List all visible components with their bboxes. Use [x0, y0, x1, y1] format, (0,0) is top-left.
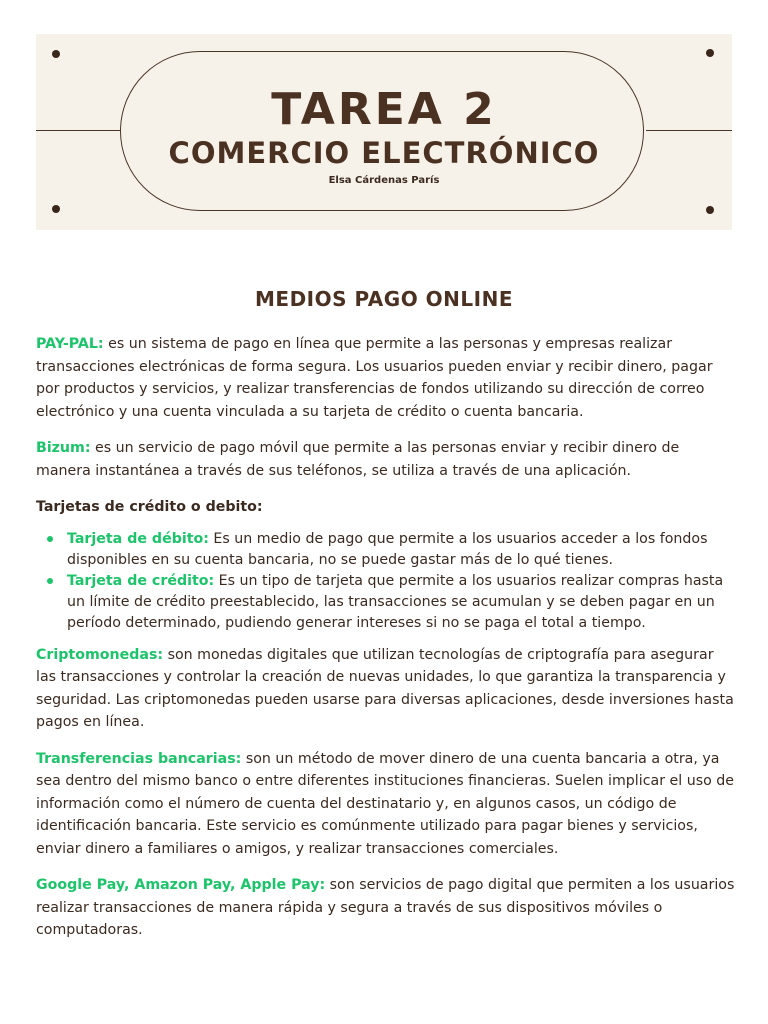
- document-body: [36, 333, 736, 956]
- text-paypal: es un sistema de pago en línea que permite a las personas y empresas realizar transacciones electrónicas de forma segura. Los usuarios pueden enviar y recibir dinero, pagar por productos y servicios, y realizar transferencias de fondos utilizando su dirección de correo electrónico y una cuenta vinculada a su tarjeta de crédito o cuenta bancaria.: [36, 336, 713, 420]
- term-transfers: Transferencias bancarias:: [36, 750, 242, 767]
- cards-heading: Tarjetas de crédito o debito:: [36, 499, 263, 515]
- paragraph-crypto: [36, 644, 736, 734]
- list-item-debit: [36, 529, 736, 571]
- term-wallets: Google Pay, Amazon Pay, Apple Pay:: [36, 877, 326, 893]
- term-crypto: Criptomonedas:: [36, 646, 164, 663]
- text-bizum: es un servicio de pago móvil que permite a las personas enviar y recibir dinero de manera instantánea a través de sus teléfonos, se utiliza a través de una aplicación.: [36, 440, 680, 479]
- header-banner: [36, 34, 732, 230]
- corner-dot-icon: [706, 206, 714, 214]
- list-item-credit: [36, 571, 736, 634]
- text-debit: Es un medio de pago que permite a los usuarios acceder a los fondos disponibles en su cuenta bancaria, no se puede gastar más de lo qué tienes.: [67, 530, 708, 568]
- paragraph-wallets: [36, 874, 736, 942]
- paragraph-transfers: [36, 748, 736, 861]
- text-transfers: son un método de mover dinero de una cuenta bancaria a otra, ya sea dentro del mismo banco o entre diferentes instituciones financieras. Suelen implicar el uso de información como el número de cuenta del destinatario y, en algunos casos, un código de identificación bancaria. Este servicio es comúnmente utilizado para pagar bienes y servicios, enviar dinero a familiares o amigos, y realizar transacciones comerciales.: [36, 750, 735, 857]
- bullet-icon: [47, 578, 53, 584]
- section-title: MEDIOS PAGO ONLINE: [255, 287, 513, 311]
- bullet-icon: [47, 536, 53, 542]
- text-crypto: son monedas digitales que utilizan tecnologías de criptografía para asegurar las transacciones y controlar la creación de nuevas unidades, lo que garantiza la transparencia y seguridad. Las criptomonedas pueden usarse para diversas aplicaciones, desde inversiones hasta pagos en línea.: [36, 646, 734, 730]
- author-name: Elsa Cárdenas París: [328, 175, 440, 186]
- term-bizum: Bizum:: [36, 440, 91, 456]
- corner-dot-icon: [52, 205, 60, 213]
- paragraph-bizum: [36, 437, 736, 482]
- text-wallets: son servicios de pago digital que permiten a los usuarios realizar transacciones de manera rápida y segura a través de sus dispositivos móviles o computadoras.: [36, 877, 735, 938]
- corner-dot-icon: [52, 50, 60, 58]
- term-credit: Tarjeta de crédito:: [67, 572, 215, 589]
- cards-list: [36, 529, 736, 634]
- text-credit: Es un tipo de tarjeta que permite a los usuarios realizar compras hasta un límite de crédito preestablecido, las transacciones se acumulan y se deben pagar en un período determinado, pudiendo generar intereses si no se paga el total a tiempo.: [67, 572, 724, 631]
- page-title: TAREA 2: [271, 84, 497, 135]
- paragraph-paypal: [36, 333, 736, 423]
- corner-dot-icon: [706, 49, 714, 57]
- term-paypal: PAY-PAL:: [36, 336, 104, 352]
- page-subtitle: COMERCIO ELECTRÓNICO: [168, 136, 600, 170]
- term-debit: Tarjeta de débito:: [67, 530, 209, 547]
